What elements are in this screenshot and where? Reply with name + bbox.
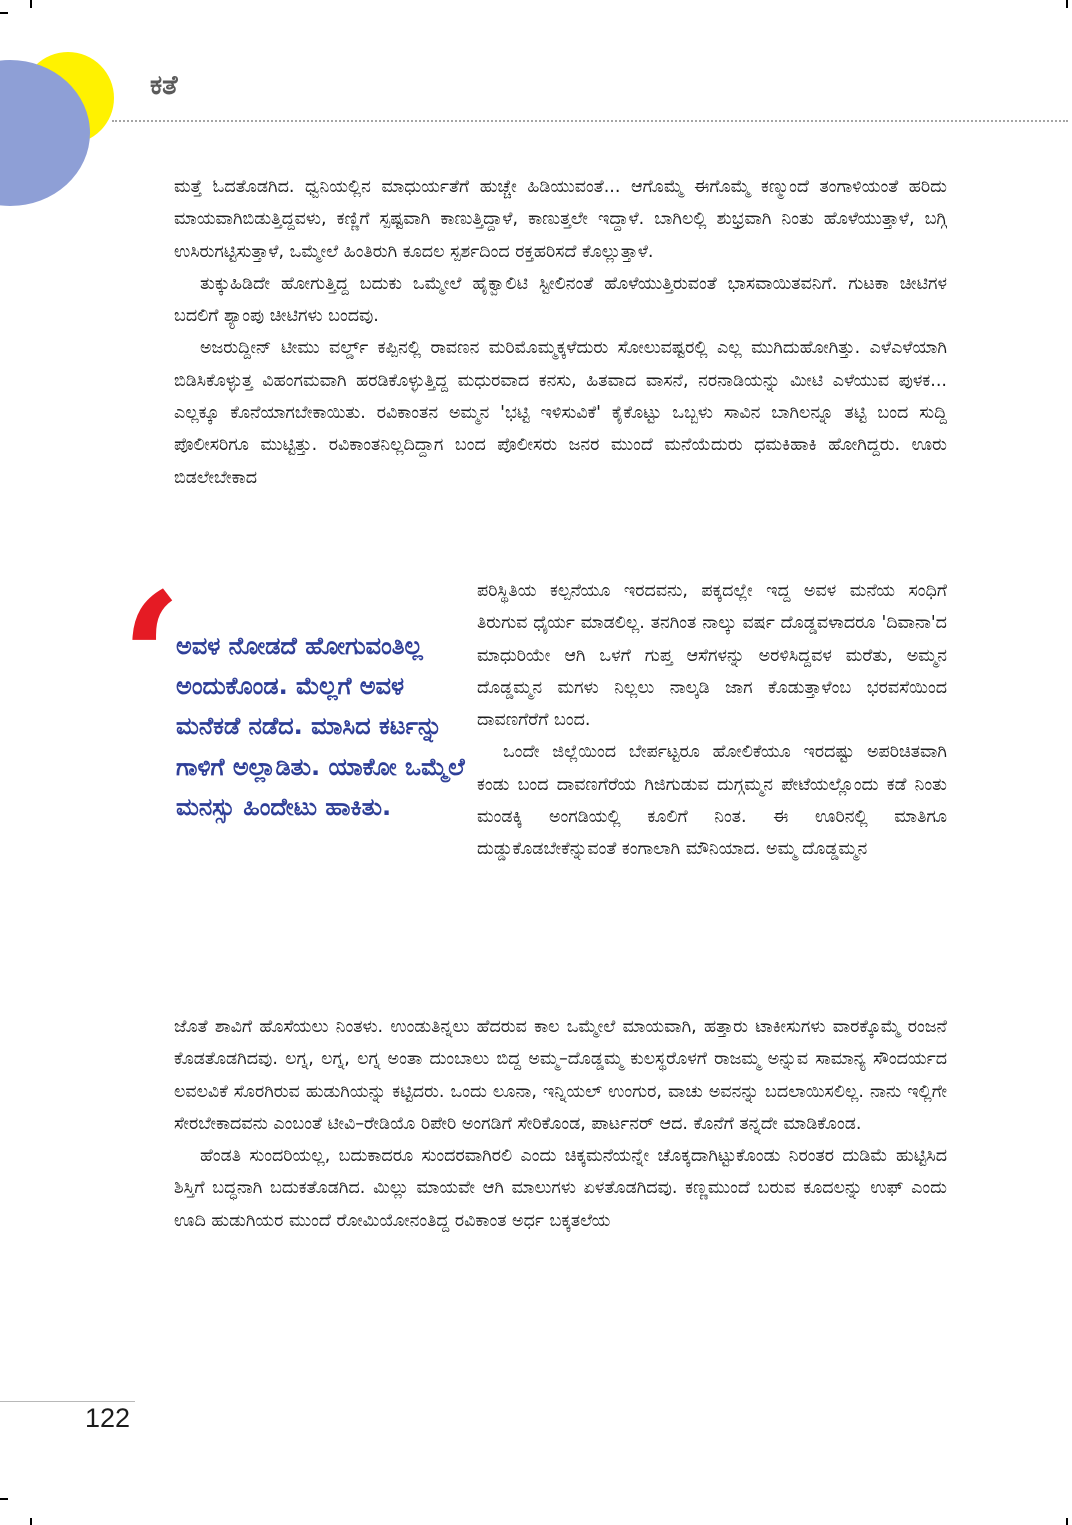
crop-mark	[1066, 1518, 1068, 1525]
page-number: 122	[85, 1403, 131, 1433]
crop-mark	[30, 1518, 32, 1525]
body-text-bottom	[174, 1011, 947, 1391]
paragraph: ಮತ್ತೆ ಓದತೊಡಗಿದ. ಧ್ವನಿಯಲ್ಲಿನ ಮಾಧುರ್ಯತೆಗೆ ಹುಚ್ಚೇ ಹಿಡಿಯುವಂತೆ... ಆಗೊಮ್ಮೆ ಈಗೊಮ್ಮೆ ಕಣ್ಮುಂದೆ ತಂಗಾಳಿಯಂತೆ ಹರಿದು ಮಾಯವಾಗಿಬಿಡುತ್ತಿದ್ದವಳು, ಕಣ್ಣಿಗೆ ಸ್ಪಷ್ಟವಾಗಿ ಕಾಣುತ್ತಿದ್ದಾಳೆ, ಕಾಣುತ್ತಲೇ ಇದ್ದಾಳೆ. ಬಾಗಿಲಲ್ಲಿ ಶುಭ್ರವಾಗಿ ನಿಂತು ಹೊಳೆಯುತ್ತಾಳೆ, ಬಗ್ಗಿ ಉಸಿರುಗಟ್ಟಿಸುತ್ತಾಳೆ, ಒಮ್ಮೇಲೆ ಹಿಂತಿರುಗಿ ಕೂದಲ ಸ್ಪರ್ಶದಿಂದ ರಕ್ತಹರಿಸದೆ ಕೊಲ್ಲುತ್ತಾಳೆ.	[174, 177, 947, 262]
quote-mark-icon: ‘	[120, 554, 183, 765]
crop-mark	[30, 0, 32, 8]
header-divider	[112, 120, 1068, 122]
body-text-right-column	[477, 575, 947, 1015]
pull-quote: ಅವಳ ನೋಡದೆ ಹೋಗುವಂತಿಲ್ಲ ಅಂದುಕೊಂಡ. ಮೆಲ್ಲಗೆ ಅವಳ ಮನೆಕಡೆ ನಡೆದ. ಮಾಸಿದ ಕರ್ಟನ್ನು ಗಾಳಿಗೆ ಅಲ್ಲಾಡಿತು. ಯಾಕೋ ಒಮ್ಮೆಲೆ ಮನಸ್ಸು ಹಿಂದೇಟು ಹಾಕಿತು.	[176, 632, 465, 821]
paragraph: ತುಕ್ಕುಹಿಡಿದೇ ಹೋಗುತ್ತಿದ್ದ ಬದುಕು ಒಮ್ಮೇಲೆ ಹೈಕ್ವಾಲಿಟಿ ಸ್ಟೀಲಿನಂತೆ ಹೊಳೆಯುತ್ತಿರುವಂತೆ ಭಾಸವಾಯಿತವನಿಗೆ. ಗುಟಕಾ ಚೀಟಿಗಳ ಬದಲಿಗೆ ಶ್ಯಾಂಪು ಚೀಟಿಗಳು ಬಂದವು.	[174, 273, 947, 327]
paragraph: ಅಜರುದ್ದೀನ್ ಟೀಮು ವರ್ಲ್ಡ್ ಕಪ್ಪಿನಲ್ಲಿ ರಾವಣನ ಮರಿಮೊಮ್ಮಕ್ಕಳೆದುರು ಸೋಲುವಷ್ಟರಲ್ಲಿ ಎಲ್ಲ ಮುಗಿದುಹೋಗಿತ್ತು. ಎಳೆಎಳೆಯಾಗಿ ಬಿಡಿಸಿಕೊಳ್ಳುತ್ತ ವಿಹಂಗಮವಾಗಿ ಹರಡಿಕೊಳ್ಳುತ್ತಿದ್ದ ಮಧುರವಾದ ಕನಸು, ಹಿತವಾದ ವಾಸನೆ, ನರನಾಡಿಯನ್ನು ಮೀಟಿ ಎಳೆಯುವ ಪುಳಕ... ಎಲ್ಲಕ್ಕೂ ಕೊನೆಯಾಗಬೇಕಾಯಿತು. ರವಿಕಾಂತನ ಅಮ್ಮನ 'ಭಟ್ಟಿ ಇಳಿಸುವಿಕೆ' ಕೈಕೊಟ್ಟು ಒಬ್ಬಳು ಸಾವಿನ ಬಾಗಿಲನ್ನೂ ತಟ್ಟಿ ಬಂದ ಸುದ್ದಿ ಪೊಲೀಸರಿಗೂ ಮುಟ್ಟಿತ್ತು. ರವಿಕಾಂತನಿಲ್ಲದಿದ್ದಾಗ ಬಂದ ಪೊಲೀಸರು ಜನರ ಮುಂದೆ ಮನೆಯೆದುರು ಧಮಕಿಹಾಕಿ ಹೋಗಿದ್ದರು. ಊರು ಬಿಡಲೇಬೇಕಾದ	[174, 338, 947, 488]
paragraph: ಜೊತೆ ಶಾವಿಗೆ ಹೊಸೆಯಲು ನಿಂತಳು. ಉಂಡುತಿನ್ನಲು ಹೆದರುವ ಕಾಲ ಒಮ್ಮೇಲೆ ಮಾಯವಾಗಿ, ಹತ್ತಾರು ಟಾಕೀಸುಗಳು ವಾರಕ್ಕೊಮ್ಮೆ ರಂಜನೆ ಕೊಡತೊಡಗಿದವು. ಲಗ್ನ, ಲಗ್ನ, ಲಗ್ನ ಅಂತಾ ದುಂಬಾಲು ಬಿದ್ದ ಅಮ್ಮ–ದೊಡ್ಡಮ್ಮ ಕುಲಸ್ಥರೊಳಗೆ ರಾಜಮ್ಮ ಅನ್ನುವ ಸಾಮಾನ್ಯ ಸೌಂದರ್ಯದ ಲವಲವಿಕೆ ಸೊರಗಿರುವ ಹುಡುಗಿಯನ್ನು ಕಟ್ಟಿದರು. ಒಂದು ಲೂನಾ, ಇನ್ನಿಯಲ್ ಉಂಗುರ, ವಾಚು ಅವನನ್ನು ಬದಲಾಯಿಸಲಿಲ್ಲ. ನಾನು ಇಲ್ಲಿಗೇ ಸೇರಬೇಕಾದವನು ಎಂಬಂತೆ ಟೀವಿ–ರೇಡಿಯೊ ರಿಪೇರಿ ಅಂಗಡಿಗೆ ಸೇರಿಕೊಂಡ, ಪಾರ್ಟನರ್ ಆದ. ಕೊನೆಗೆ ತನ್ನದೇ ಮಾಡಿಕೊಂಡ.	[174, 1017, 947, 1134]
crop-mark	[1066, 0, 1068, 8]
paragraph: ಒಂದೇ ಜಿಲ್ಲೆಯಿಂದ ಬೇರ್ಪಟ್ಟರೂ ಹೋಲಿಕೆಯೂ ಇರದಷ್ಟು ಅಪರಿಚಿತವಾಗಿ ಕಂಡು ಬಂದ ದಾವಣಗೆರೆಯ ಗಿಜಿಗುಡುವ ದುಗ್ಗಮ್ಮನ ಪೇಟೆಯಲ್ಲೊಂದು ಕಡೆ ನಿಂತು ಮಂಡಕ್ಕಿ ಅಂಗಡಿಯಲ್ಲಿ ಕೂಲಿಗೆ ನಿಂತ. ಈ ಊರಿನಲ್ಲಿ ಮಾತಿಗೂ ದುಡ್ಡುಕೊಡಬೇಕೆನ್ನುವಂತೆ ಕಂಗಾಲಾಗಿ ಮೌನಿಯಾದ. ಅಮ್ಮ ದೊಡ್ಡಮ್ಮನ	[477, 742, 947, 860]
crop-mark	[0, 1498, 8, 1500]
paragraph: ಹೆಂಡತಿ ಸುಂದರಿಯಲ್ಲ, ಬದುಕಾದರೂ ಸುಂದರವಾಗಿರಲಿ ಎಂದು ಚಿಕ್ಕಮನೆಯನ್ನೇ ಚೊಕ್ಕದಾಗಿಟ್ಟುಕೊಂಡು ನಿರಂತರ ದುಡಿಮೆ ಹುಟ್ಟಿಸಿದ ಶಿಸ್ತಿಗೆ ಬದ್ಧನಾಗಿ ಬದುಕತೊಡಗಿದ. ಮಿಲ್ಲು ಮಾಯವೇ ಆಗಿ ಮಾಲುಗಳು ಏಳತೊಡಗಿದವು. ಕಣ್ಣಮುಂದೆ ಬರುವ ಕೂದಲನ್ನು ಉಫ್ ಎಂದು ಊದಿ ಹುಡುಗಿಯರ ಮುಂದೆ ರೋಮಿಯೋನಂತಿದ್ದ ರವಿಕಾಂತ ಅರ್ಧ ಬಕ್ಕತಲೆಯ	[174, 1146, 947, 1231]
section-label: ಕತೆ	[150, 70, 178, 101]
body-text-top	[174, 171, 947, 583]
paragraph: ಪರಿಸ್ಥಿತಿಯ ಕಲ್ಪನೆಯೂ ಇರದವನು, ಪಕ್ಕದಲ್ಲೇ ಇದ್ದ ಅವಳ ಮನೆಯ ಸಂಧಿಗೆ ತಿರುಗುವ ಧೈರ್ಯ ಮಾಡಲಿಲ್ಲ. ತನಗಿಂತ ನಾಲ್ಕು ವರ್ಷ ದೊಡ್ಡವಳಾದರೂ 'ದಿವಾನಾ'ದ ಮಾಧುರಿಯೇ ಆಗಿ ಒಳಗೆ ಗುಪ್ತ ಆಸೆಗಳನ್ನು ಅರಳಿಸಿದ್ದವಳ ಮರೆತು, ಅಮ್ಮನ ದೊಡ್ಡಮ್ಮನ ಮಗಳು ನಿಲ್ಲಲು ನಾಲ್ಕಡಿ ಜಾಗ ಕೊಡುತ್ತಾಳೆಂಬ ಭರವಸೆಯಿಂದ ದಾವಣಗೆರೆಗೆ ಬಂದ.	[477, 581, 947, 731]
crop-mark	[0, 12, 8, 14]
